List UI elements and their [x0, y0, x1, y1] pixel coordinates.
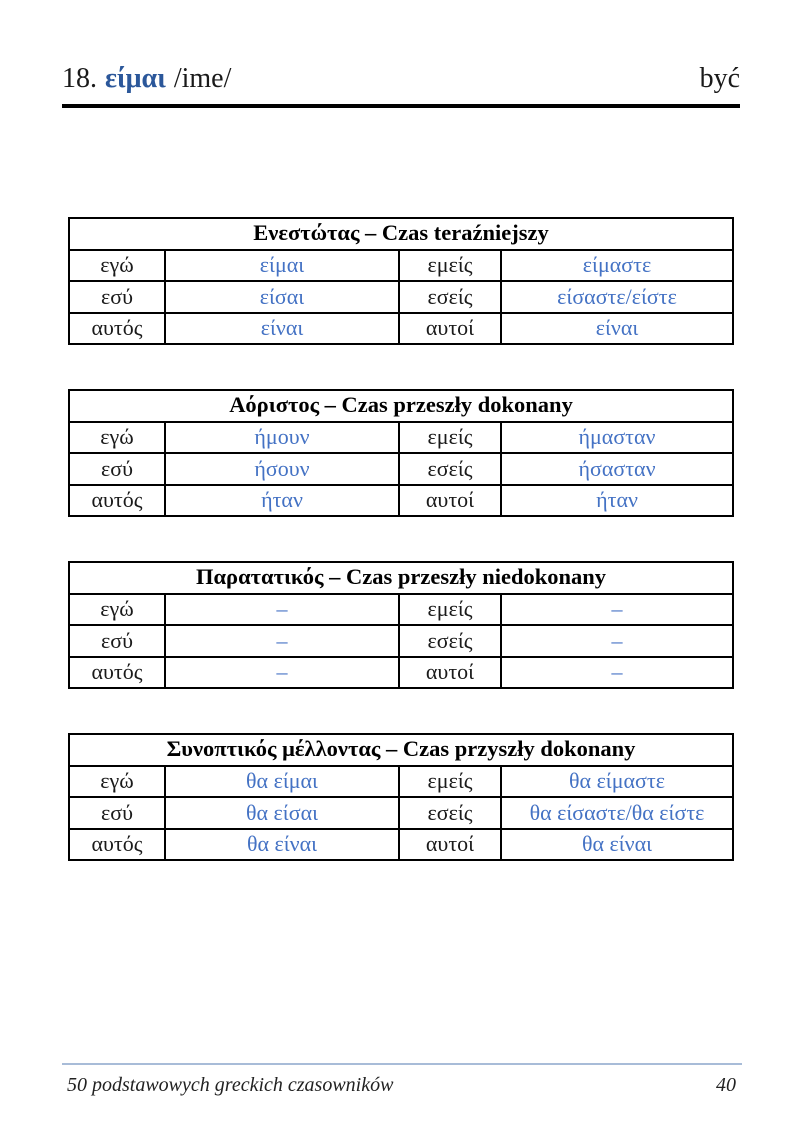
value-cell: είμαι: [165, 250, 399, 282]
table-row: [69, 250, 733, 282]
table-title: Αόριστος – Czas przeszły dokonany: [69, 390, 733, 422]
pronoun-cell: αυτοί: [399, 313, 501, 345]
table-row: [69, 422, 733, 454]
value-cell: –: [501, 594, 733, 626]
table-row: [69, 797, 733, 829]
conjugation-table-future: [68, 733, 734, 861]
pronoun-cell: αυτοί: [399, 485, 501, 517]
value-cell: ήσουν: [165, 453, 399, 485]
value-cell: είμαστε: [501, 250, 733, 282]
table-row: [69, 657, 733, 689]
table-title: Παρατατικός – Czas przeszły niedokonany: [69, 562, 733, 594]
table-row: [69, 281, 733, 313]
pronoun-cell: εμείς: [399, 250, 501, 282]
value-cell: θα είσαι: [165, 797, 399, 829]
page-header: [62, 62, 740, 108]
pronoun-cell: αυτός: [69, 313, 165, 345]
table-title: Ενεστώτας – Czas teraźniejszy: [69, 218, 733, 250]
pronoun-cell: αυτός: [69, 485, 165, 517]
pronoun-cell: εσύ: [69, 625, 165, 657]
conjugation-table-aorist: [68, 389, 734, 517]
value-cell: ήσασταν: [501, 453, 733, 485]
table-row: [69, 625, 733, 657]
table-row: [69, 829, 733, 861]
value-cell: –: [165, 657, 399, 689]
pronoun-cell: εμείς: [399, 594, 501, 626]
table-title: Συνοπτικός μέλλοντας – Czas przyszły dokonany: [69, 734, 733, 766]
pronoun-cell: εγώ: [69, 766, 165, 798]
header-left: [62, 62, 231, 96]
value-cell: –: [501, 625, 733, 657]
table-row: [69, 766, 733, 798]
value-cell: είναι: [501, 313, 733, 345]
value-cell: θα είναι: [165, 829, 399, 861]
pronoun-cell: εσείς: [399, 281, 501, 313]
value-cell: –: [165, 594, 399, 626]
footer-rule: [62, 1063, 742, 1065]
table-row: [69, 453, 733, 485]
pronoun-cell: εσύ: [69, 281, 165, 313]
value-cell: ήταν: [501, 485, 733, 517]
page-footer: [62, 1063, 742, 1097]
value-cell: ήμουν: [165, 422, 399, 454]
pronunciation: /ime/: [173, 63, 232, 94]
value-cell: –: [501, 657, 733, 689]
translation: być: [699, 63, 740, 94]
pronoun-cell: αυτοί: [399, 829, 501, 861]
headword-verb: είμαι: [105, 63, 166, 94]
header-rule: [62, 104, 740, 108]
pronoun-cell: εμείς: [399, 766, 501, 798]
pronoun-cell: εσείς: [399, 453, 501, 485]
footer-line: [62, 1074, 742, 1097]
value-cell: θα είμαι: [165, 766, 399, 798]
tables-container: [68, 217, 732, 861]
pronoun-cell: εγώ: [69, 594, 165, 626]
value-cell: ήμασταν: [501, 422, 733, 454]
pronoun-cell: αυτός: [69, 657, 165, 689]
value-cell: είναι: [165, 313, 399, 345]
pronoun-cell: εμείς: [399, 422, 501, 454]
table-row: [69, 313, 733, 345]
value-cell: είσαι: [165, 281, 399, 313]
value-cell: ήταν: [165, 485, 399, 517]
pronoun-cell: εγώ: [69, 422, 165, 454]
value-cell: θα είμαστε: [501, 766, 733, 798]
pronoun-cell: αυτοί: [399, 657, 501, 689]
pronoun-cell: εσύ: [69, 453, 165, 485]
value-cell: θα είναι: [501, 829, 733, 861]
value-cell: θα είσαστε/θα είστε: [501, 797, 733, 829]
pronoun-cell: εσύ: [69, 797, 165, 829]
value-cell: είσαστε/είστε: [501, 281, 733, 313]
pronoun-cell: εσείς: [399, 797, 501, 829]
book-title: 50 podstawowych greckich czasowników: [67, 1074, 394, 1096]
conjugation-table-imperfect: [68, 561, 734, 689]
pronoun-cell: εσείς: [399, 625, 501, 657]
table-row: [69, 594, 733, 626]
page-number: 40: [716, 1074, 736, 1096]
value-cell: –: [165, 625, 399, 657]
entry-number: 18.: [62, 63, 97, 94]
conjugation-table-present: [68, 217, 734, 345]
pronoun-cell: αυτός: [69, 829, 165, 861]
pronoun-cell: εγώ: [69, 250, 165, 282]
table-row: [69, 485, 733, 517]
header-line: [62, 62, 740, 96]
